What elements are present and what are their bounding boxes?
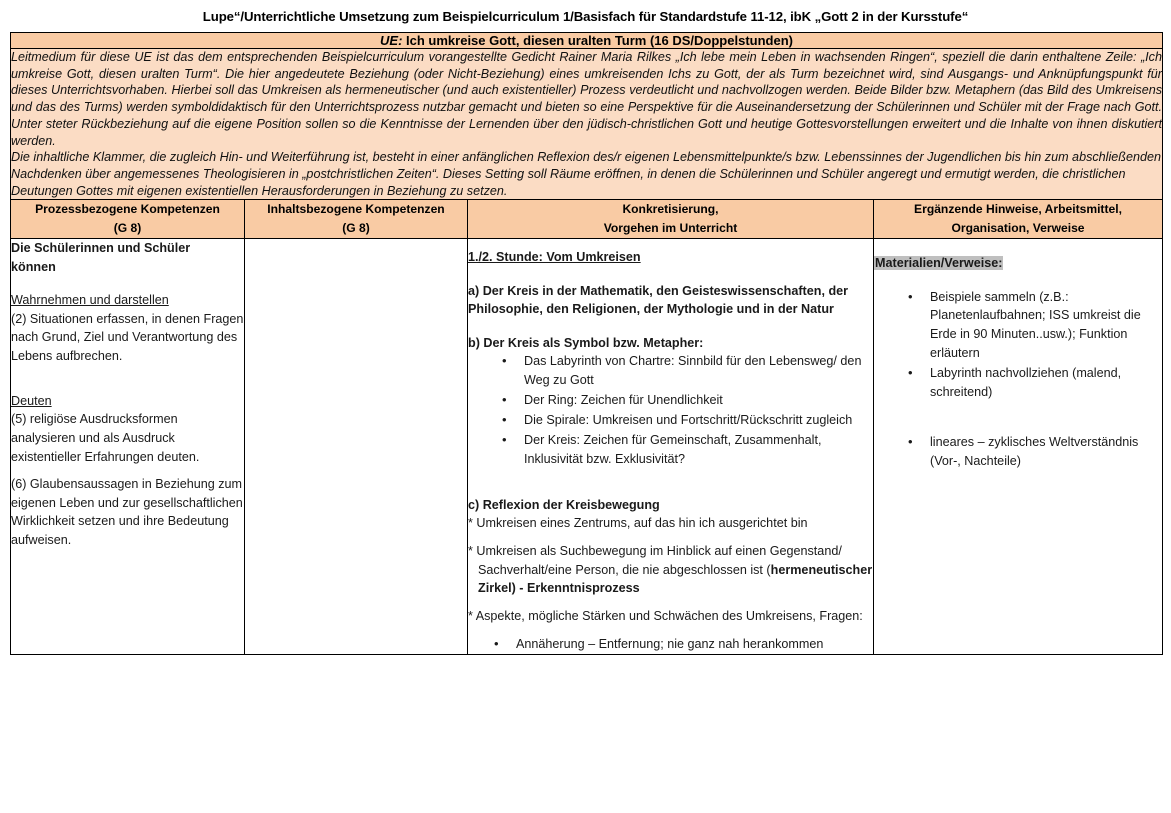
list-item: • Annäherung – Entfernung; nie ganz nah herankommen <box>494 635 873 654</box>
col3-lesson-heading: 1./2. Stunde: Vom Umkreisen <box>468 249 641 264</box>
col3-section-b-heading: b) Der Kreis als Symbol bzw. Metapher: <box>468 335 704 350</box>
cell-konkretisierung <box>468 238 874 654</box>
col4-heading-wrap <box>874 254 1162 273</box>
list-item: • Das Labyrinth von Chartre: Sinnbild für den Lebensweg/ den Weg zu Gott <box>502 352 873 390</box>
col1-section2-heading: Deuten <box>11 393 52 408</box>
col3-star2-bold: hermeneutischer Zirkel) - Erkenntnisprozess <box>478 562 873 596</box>
column-header-row <box>11 200 1163 238</box>
cell-prozessbezogene-kompetenzen <box>11 238 245 654</box>
list-item: • Labyrinth nachvollziehen (malend, schreitend) <box>908 364 1162 402</box>
curriculum-table <box>10 32 1163 656</box>
list-item: • lineares – zyklisches Weltverständnis (Vor-, Nachteile) <box>908 433 1162 471</box>
column-header-prozessbezogene <box>11 200 245 238</box>
list-item: • Der Kreis: Zeichen für Gemeinschaft, Zusammenhalt, Inklusivität bzw. Exklusivität? <box>502 431 873 469</box>
col3-section-a-heading: a) Der Kreis in der Mathematik, den Geisteswissenschaften, der Philosophie, den Religionen, der Mythologie und in der Natur <box>468 283 849 317</box>
col1-intro-line2: können <box>11 259 56 274</box>
col4-heading: Materialien/Verweise: <box>875 255 1003 270</box>
column-header-line2: (G 8) <box>113 221 142 236</box>
column-header-inhaltsbezogene <box>245 200 468 238</box>
intro-paragraph-2: Die inhaltliche Klammer, die zugleich Hin- und Weiterführung ist, besteht in einer anfänglichen Reflexion des/r eigenen Lebensmittelpunkte/s bzw. Lebenssinnes der Jugendlichen bis hin zum abschließenden Nachdenken über angemessenes Theologisieren in „postchristlichen Zeiten“. Dieses Setting soll Räume eröffnen, in denen die Schülerinnen und Schüler angeregt und ermutigt werden, die christlichen Deutungen Gottes mit eigenen existentiellen Herausforderungen in Beziehung zu setzen. <box>11 150 1161 198</box>
intro-row <box>11 48 1163 200</box>
column-header-konkretisierung <box>468 200 874 238</box>
col1-section2-text: (5) religiöse Ausdrucksformen analysieren und als Ausdruck existentieller Erfahrungen deuten. <box>11 412 200 464</box>
col4-bullets-group-2 <box>874 433 1162 471</box>
list-item: • Beispiele sammeln (z.B.: Planetenlaufbahnen; ISS umkreist die Erde in 90 Minuten..usw.); Funktion erläutern <box>908 288 1162 364</box>
column-header-line1: Konkretisierung, <box>622 202 719 217</box>
col1-section1-heading: Wahrnehmen und darstellen <box>11 293 169 308</box>
col3-section-b-bullets <box>468 352 873 468</box>
column-header-line1: Ergänzende Hinweise, Arbeitsmittel, <box>914 202 1122 217</box>
column-header-line2: Organisation, Verweise <box>951 221 1085 236</box>
column-header-hinweise <box>874 200 1163 238</box>
col3-section-c-bullets <box>468 635 873 654</box>
col3-star2-text: * Umkreisen als Suchbewegung im Hinblick auf einen Gegenstand/ Sachverhalt/eine Person, die nie abgeschlossen ist ( <box>468 544 842 577</box>
col3-section-c-heading: c) Reflexion der Kreisbewegung <box>468 497 660 512</box>
ue-label: UE: <box>380 32 403 48</box>
ue-banner-row <box>11 32 1163 48</box>
ue-banner-cell <box>11 32 1163 48</box>
col3-section-c-star-3: * Aspekte, mögliche Stärken und Schwächen des Umkreisens, Fragen: <box>468 608 863 623</box>
page-title: Lupe“/Unterrichtliche Umsetzung zum Beispielcurriculum 1/Basisfach für Standardstufe 11-12, ibK „Gott 2 in der Kursstufe“ <box>202 9 969 24</box>
column-header-line2: Vorgehen im Unterricht <box>603 221 738 236</box>
col1-intro-line1: Die Schülerinnen und Schüler <box>11 240 191 255</box>
col3-section-c-star-2 <box>468 542 873 598</box>
col1-section3-text: (6) Glaubensaussagen in Beziehung zum eigenen Leben und zur gesellschaftlichen Wirklichkeit setzen und ihre Bedeutung aufweisen. <box>11 477 243 548</box>
list-item: • Die Spirale: Umkreisen und Fortschritt/Rückschritt zugleich <box>502 411 873 430</box>
content-row <box>11 238 1163 654</box>
cell-hinweise-arbeitsmittel <box>874 238 1163 654</box>
cell-inhaltsbezogene-kompetenzen <box>245 238 468 654</box>
intro-cell <box>11 48 1163 200</box>
list-item: • Der Ring: Zeichen für Unendlichkeit <box>502 391 873 410</box>
intro-paragraph-1: Leitmedium für diese UE ist das dem entsprechenden Beispielcurriculum vorangestellte Gedicht Rainer Maria Rilkes „Ich lebe mein Leben in wachsenden Ringen“, speziell die darin enthaltene Zeile: „Ich umkreise Gott, diesen uralten Turm“. Die hier angedeutete Beziehung (oder Nicht-Beziehung) eines umkreisenden Ichs zu Gott, der als Turm bezeichnet wird, sind Ausgangs- und Anknüpfungspunkt für dieses Unterrichtsvorhaben. Hierbei soll das Umkreisen als hermeneutischer (und auch existentieller) Prozess verdeutlicht und nachvollzogen werden. Beide Bilder bzw. Metaphern (das Bild des Umkreisens und das des Turms) werden symboldidaktisch für den Unterrichtsprozess nutzbar gemacht und bieten so eine Perspektive für die Auseinandersetzung der Schülerinnen und Schüler mit der Frage nach Gott. Unter steter Rückbeziehung auf die eigene Position sollen so die Kenntnisse der Lernenden über den jüdisch-christlichen Gott und heutige Gottesvorstellungen erweitert und die Inhalte von ihnen diskutiert werden. <box>11 49 1162 148</box>
col4-bullets-group-1 <box>874 288 1162 402</box>
column-header-line2: (G 8) <box>342 221 370 236</box>
column-header-line1: Prozessbezogene Kompetenzen <box>35 202 220 217</box>
column-header-line1: Inhaltsbezogene Kompetenzen <box>267 202 445 217</box>
ue-title-text: Ich umkreise Gott, diesen uralten Turm (16 DS/Doppelstunden) <box>402 32 793 48</box>
col3-section-c-star-1: * Umkreisen eines Zentrums, auf das hin ich ausgerichtet bin <box>468 516 808 531</box>
col1-section1-text: (2) Situationen erfassen, in denen Fragen nach Grund, Ziel und Verantwortung des Lebens aufbrechen. <box>11 311 244 364</box>
